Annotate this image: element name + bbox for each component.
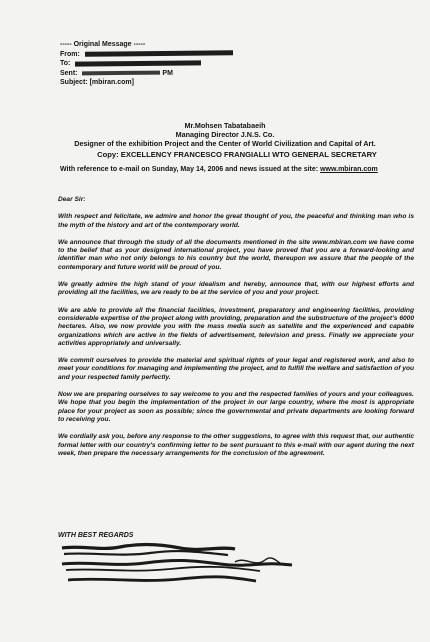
to-label: To:	[60, 60, 71, 67]
body-paragraph-6: Now we are preparing ourselves to say welcome to you and the respected families of yours and your colleagues. We hope that you begin the implementation of the project in our large country, where the most is appropriate place for your project as soon as possible; since the governmental and private departments are looking forward to receiving you.	[58, 391, 414, 423]
body-paragraph-7: We cordially ask you, before any response to the other suggestions, to agree with this request that, our authentic formal letter with our country's confirming letter to be sent pursuant to this e-mail with our agent during the next week, then prepare the necessary arrangements for the conclusion of the agreement.	[58, 433, 414, 457]
sent-value: PM	[162, 69, 173, 77]
redacted-signature-scribble	[60, 540, 300, 590]
reference-text: With reference to e-mail on Sunday, May 14, 2006 and news issued at the site:	[60, 166, 319, 173]
to-line	[60, 59, 233, 69]
sender-block	[40, 121, 410, 148]
sent-line	[60, 69, 233, 79]
closing-line: WITH BEST REGARDS	[58, 532, 134, 539]
sender-description: Designer of the exhibition Project and the Center of World Civilization and Capital of Art.	[74, 139, 376, 148]
letter-body	[58, 196, 414, 467]
from-line	[60, 50, 233, 60]
reference-block	[60, 165, 412, 174]
from-label: From:	[60, 50, 80, 58]
sender-title: Managing Director J.N.S. Co.	[175, 130, 275, 139]
body-paragraph-3: We greatly admire the high stand of your idealism and hereby, announce that, with our highest efforts and providing all the facilities, we are ready to be at the service of you and your project.	[58, 281, 414, 297]
subject-label: Subject:	[60, 79, 88, 86]
body-paragraph-2: We announce that through the study of all the documents mentioned in the site www.mbiran.com we have come to the belief that as your designed international project, you have proved that you are a forward-looking and identifier man who not only belongs to his country but the world, thereupon we assure that the people of the contemporary and future world will be proud of you.	[58, 238, 414, 271]
salutation: Dear Sir:	[58, 196, 86, 203]
sender-name: Mr.Mohsen Tabatabaeih	[184, 121, 266, 130]
redacted-sent-date	[82, 70, 160, 75]
redacted-to-address	[75, 60, 201, 66]
sent-label: Sent:	[60, 69, 78, 77]
body-paragraph-1: With respect and felicitate, we admire and honor the great thought of you, the peaceful and thinking man who is the myth of the history and art of the contemporary world.	[58, 213, 414, 229]
email-header	[60, 40, 233, 88]
body-paragraph-4: We are able to provide all the financial facilities, investment, preparatory and engineering facilities, providing considerable expertise of the project along with providing, preparation and the substructure of the project's 6000 hectares. Also, we now provide you with the mass media such as satellite and the experienced and capable organizations which are active in the fields of advertisement, television and press. Finally we appreciate your activities appropriately and universally.	[58, 306, 414, 347]
original-message-line: ----- Original Message -----	[60, 41, 146, 48]
reference-site-link[interactable]: www.mbiran.com	[320, 166, 378, 173]
subject-line	[60, 78, 233, 88]
copy-line: Copy: EXCELLENCY FRANCESCO FRANGIALLI WTO GENERAL SECRETARY	[97, 150, 377, 159]
subject-value: [mbiran.com]	[89, 79, 134, 86]
body-paragraph-5: We commit ourselves to provide the material and spiritual rights of your legal and registered work, and also to meet your conditions for managing and implementing the project, and to fulfill the welfare and satisfaction of you and your respected family perfectly.	[58, 357, 414, 381]
redacted-from-address	[85, 50, 233, 57]
